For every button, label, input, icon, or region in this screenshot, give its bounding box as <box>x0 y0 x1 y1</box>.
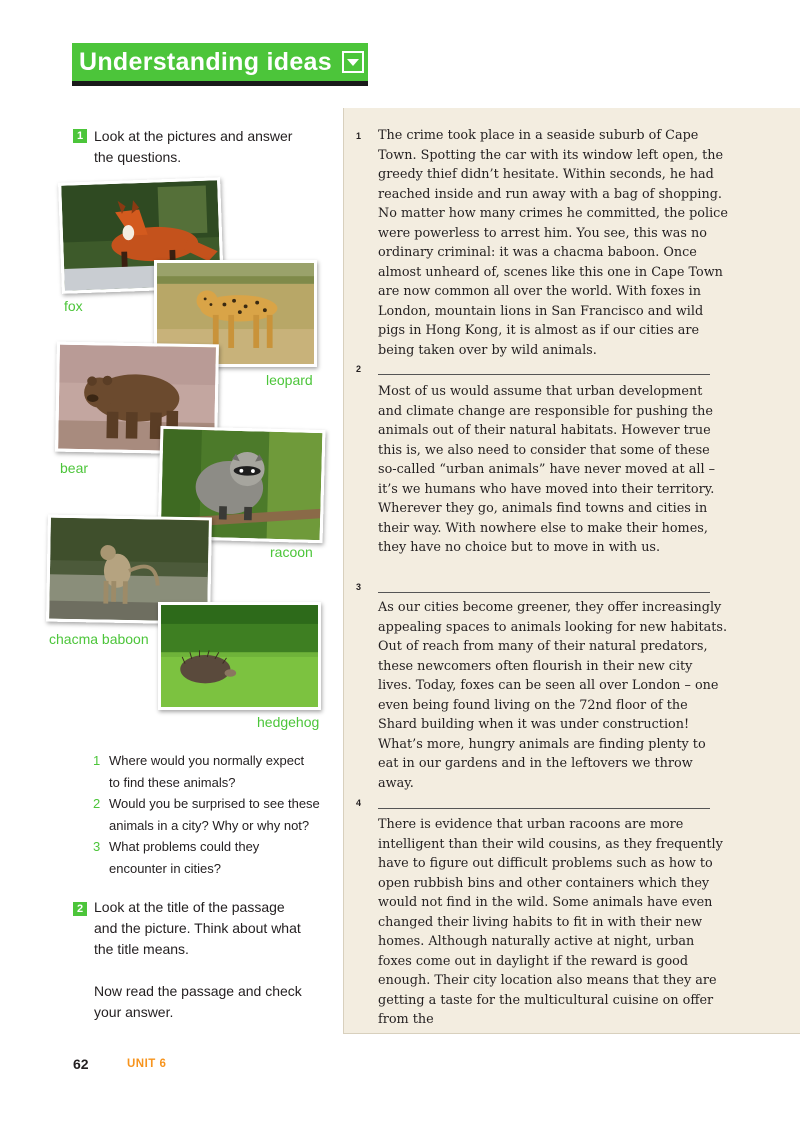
heading-blank-3 <box>378 592 710 593</box>
page-number: 62 <box>73 1056 89 1072</box>
section-title: Understanding ideas <box>79 47 332 76</box>
section-banner <box>72 43 368 81</box>
heading-blank-2 <box>378 374 710 375</box>
paragraph-1: The crime took place in a seaside suburb of Cape Town. Spotting the car with its window left open, the greedy thief didn’t hesitate. Within seconds, he had reached inside and run away with a bag of shopping. No matter how many crimes he committed, the police were powerless to arrest him. You see, this was no ordinary criminal: it was a chacma baboon. Once almost unheard of, scenes like this one in Cape Town are now common all over the world. With foxes in London, mountain lions in San Francisco and wild pigs in Hong Kong, it is almost as if our cities are being taken over by wild animals. <box>378 128 728 358</box>
paragraph-3: As our cities become greener, they offer increasingly appealing spaces to animals looking for new habitats. Out of reach from many of their natural predators, these newcomers often flourish in their new city lives. Today, foxes can be seen all over London – one even being found living on the 72nd floor of the Shard building when it was under construction! What’s more, hungry animals are finding plenty to eat in our gardens and in the leftovers we throw away. <box>378 600 728 791</box>
list-item: 3 What problems could they encounter in cities? <box>93 839 260 876</box>
hedgehog-photo <box>158 602 321 710</box>
question-2-badge: 2 <box>73 902 87 916</box>
paragraph-4: There is evidence that urban racoons are more intelligent than their wild cousins, as they frequently have to figure out difficult problems such as how to open rubbish bins and other containers which they would not find in the wild. Some animals have even changed their living habits to fit in with their new homes. Although naturally active at night, urban foxes come out in daylight if the reward is good enough. Their city location also means that they are getting a taste for the multicultural cuisine on offer from the <box>378 817 723 1027</box>
list-item: 1 Where would you normally expect to find these animals? <box>93 753 305 790</box>
paragraph-2: Most of us would assume that urban development and climate change are responsible for pushing the animals out of their natural habitats. However true this is, we also need to consider that some of these so-called “urban animals” have never moved at all – it’s we humans who have moved into their territory. Wherever they go, animals find towns and cities in their way. With nowhere else to make their homes, they have no choice but to move in with us. <box>378 384 716 555</box>
list-item: 2 Would you be surprised to see these animals in a city? Why or why not? <box>93 796 320 833</box>
chevron-down-icon[interactable] <box>342 51 364 73</box>
chacma-baboon-label: chacma baboon <box>49 631 149 647</box>
unit-label: UNIT 6 <box>127 1058 167 1070</box>
bear-label: bear <box>60 460 89 476</box>
heading-blank-4 <box>378 808 710 809</box>
paragraph-1-number: 1 <box>356 131 362 141</box>
fox-label: fox <box>64 298 83 314</box>
racoon-label: racoon <box>270 544 313 560</box>
question-2-text: Look at the title of the passage and the picture. Think about what the title means. Now read the passage and check your answer. <box>94 899 302 1020</box>
paragraph-4-number: 4 <box>356 798 362 808</box>
paragraph-2-number: 2 <box>356 364 362 374</box>
hedgehog-label: hedgehog <box>257 714 320 730</box>
question-1-badge: 1 <box>73 129 87 143</box>
subquestion-list <box>93 750 333 879</box>
leopard-label: leopard <box>266 372 313 388</box>
paragraph-3-number: 3 <box>356 582 362 592</box>
question-1-text: Look at the pictures and answer the questions. <box>94 128 293 165</box>
